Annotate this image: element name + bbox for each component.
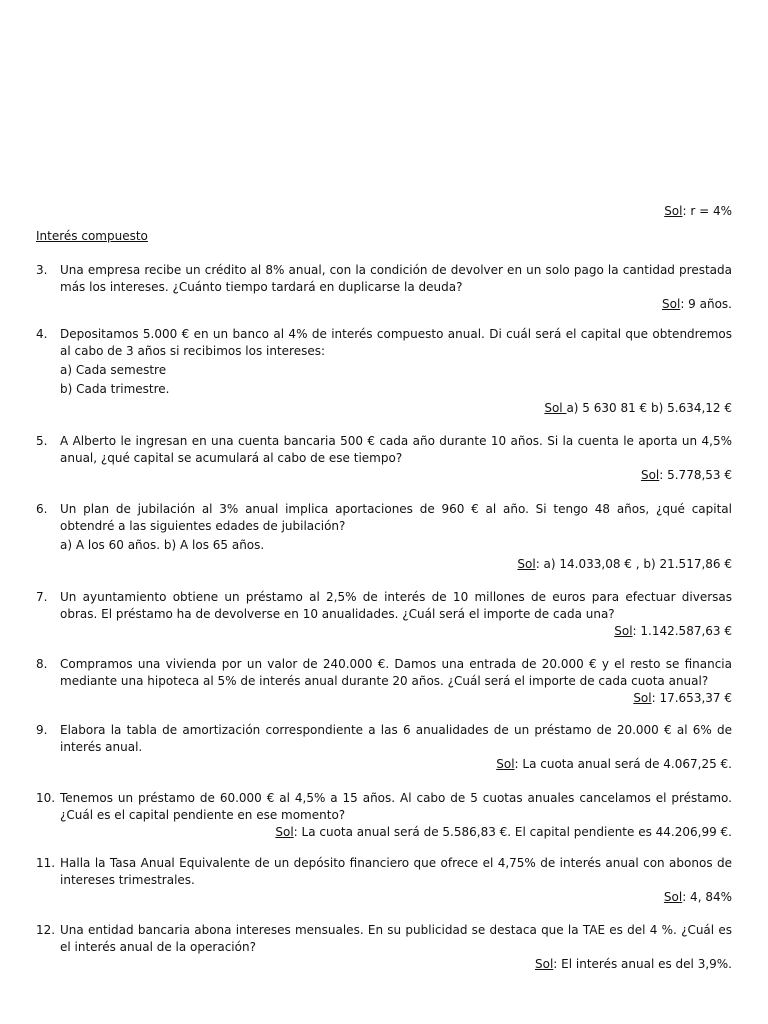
problem-subitem: a) A los 60 años. b) A los 65 años. xyxy=(60,538,265,552)
top-solution xyxy=(36,203,732,220)
problem-subitem: b) Cada trimestre. xyxy=(60,382,170,396)
solution-label: Sol xyxy=(275,825,294,839)
problem-solution xyxy=(36,400,732,417)
problem-number: 8. xyxy=(36,657,48,671)
problem-text: Elabora la tabla de amortización correspondiente a las 6 anualidades de un préstamo de 20.000 € al 6% de interés anual. xyxy=(60,723,732,754)
problem-solution xyxy=(36,296,732,313)
problem-number: 10. xyxy=(36,791,56,805)
problem-solution xyxy=(36,556,732,573)
problem-7 xyxy=(36,589,732,640)
problem-solution xyxy=(36,690,732,707)
solution-text: : a) 14.033,08 € , b) 21.517,86 € xyxy=(535,557,732,571)
problem-solution xyxy=(36,956,732,973)
solution-label: Sol xyxy=(614,624,633,638)
problem-text: Depositamos 5.000 € en un banco al 4% de interés compuesto anual. Di cuál será el capital que obtendremos al cabo de 3 años si recibimos los intereses: xyxy=(60,327,732,358)
problem-number: 3. xyxy=(36,263,48,277)
problem-solution xyxy=(36,889,732,906)
problem-11 xyxy=(36,855,732,906)
solution-text: : 5.778,53 € xyxy=(659,468,732,482)
problem-subitem: a) Cada semestre xyxy=(60,363,167,377)
problem-solution xyxy=(36,623,732,640)
problem-number: 4. xyxy=(36,327,48,341)
solution-label: Sol xyxy=(517,557,536,571)
problem-solution xyxy=(36,467,732,484)
section-title: Interés compuesto xyxy=(36,229,148,243)
problem-4 xyxy=(36,326,732,417)
problem-10 xyxy=(36,790,732,841)
solution-text: a) 5 630 81 € b) 5.634,12 € xyxy=(566,401,732,415)
problem-solution xyxy=(36,824,732,841)
problem-8 xyxy=(36,656,732,707)
problem-6 xyxy=(36,501,732,573)
problem-9 xyxy=(36,722,732,773)
solution-text: : 17.653,37 € xyxy=(651,691,732,705)
problem-number: 6. xyxy=(36,502,48,516)
solution-label: Sol xyxy=(662,297,681,311)
problem-number: 7. xyxy=(36,590,48,604)
problem-number: 12. xyxy=(36,923,56,937)
problem-solution xyxy=(36,756,732,773)
problem-text: A Alberto le ingresan en una cuenta bancaria 500 € cada año durante 10 años. Si la cuenta le aporta un 4,5% anual, ¿qué capital se acumulará al cabo de ese tiempo? xyxy=(60,434,732,465)
solution-text: : El interés anual es del 3,9%. xyxy=(553,957,732,971)
solution-text: : 9 años. xyxy=(680,297,732,311)
solution-label: Sol xyxy=(496,757,515,771)
problem-text: Halla la Tasa Anual Equivalente de un depósito financiero que ofrece el 4,75% de interés anual con abonos de intereses trimestrales. xyxy=(60,856,732,887)
solution-label: Sol xyxy=(544,401,567,415)
problem-text: Compramos una vivienda por un valor de 240.000 €. Damos una entrada de 20.000 € y el resto se financia mediante una hipoteca al 5% de interés anual durante 20 años. ¿Cuál será el importe de cada cuota anual? xyxy=(60,657,732,688)
problem-number: 5. xyxy=(36,434,48,448)
solution-text: : 4, 84% xyxy=(682,890,732,904)
solution-label: Sol xyxy=(535,957,554,971)
solution-label: Sol xyxy=(664,204,683,218)
problem-12 xyxy=(36,922,732,973)
problem-text: Un plan de jubilación al 3% anual implica aportaciones de 960 € al año. Si tengo 48 años, ¿qué capital obtendré a las siguientes edades de jubilación? xyxy=(60,502,732,533)
solution-text: : La cuota anual será de 4.067,25 €. xyxy=(514,757,732,771)
solution-text: : r = 4% xyxy=(682,204,732,218)
problem-text: Un ayuntamiento obtiene un préstamo al 2,5% de interés de 10 millones de euros para efectuar diversas obras. El préstamo ha de devolverse en 10 anualidades. ¿Cuál será el importe de cada una? xyxy=(60,590,732,621)
problem-3 xyxy=(36,262,732,313)
problem-text: Tenemos un préstamo de 60.000 € al 4,5% a 15 años. Al cabo de 5 cuotas anuales cancelamos el préstamo. ¿Cuál es el capital pendiente en ese momento? xyxy=(60,791,732,822)
problem-text: Una empresa recibe un crédito al 8% anual, con la condición de devolver en un solo pago la cantidad prestada más los intereses. ¿Cuánto tiempo tardará en duplicarse la deuda? xyxy=(60,263,732,294)
solution-label: Sol xyxy=(633,691,652,705)
solution-text: : 1.142.587,63 € xyxy=(632,624,732,638)
solution-label: Sol xyxy=(663,890,683,904)
problem-5 xyxy=(36,433,732,484)
problem-number: 9. xyxy=(36,723,48,737)
problem-number: 11. xyxy=(36,856,56,870)
solution-label: Sol xyxy=(640,468,660,482)
problem-text: Una entidad bancaria abona intereses mensuales. En su publicidad se destaca que la TAE es del 4 %. ¿Cuál es el interés anual de la operación? xyxy=(60,923,732,954)
solution-text: : La cuota anual será de 5.586,83 €. El capital pendiente es 44.206,99 €. xyxy=(293,825,732,839)
